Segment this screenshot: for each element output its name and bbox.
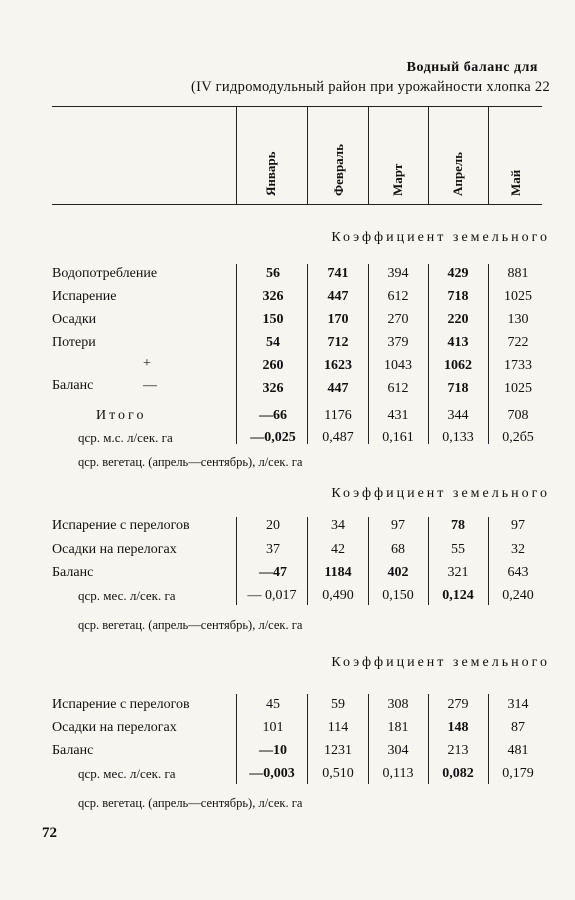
table-cell: 431 xyxy=(387,408,409,423)
table-cell: 712 xyxy=(327,335,349,350)
table-cell: 1623 xyxy=(324,358,352,373)
table-cell: 326 xyxy=(262,289,284,304)
section-note: qср. вегетац. (апрель—сентябрь), л/сек. га xyxy=(78,796,303,810)
table-cell: 481 xyxy=(507,743,529,758)
header-col-sep-1 xyxy=(236,106,237,204)
table-cell: 1043 xyxy=(384,358,412,373)
row-label: Испарение с перелогов xyxy=(52,697,190,712)
table-cell: 97 xyxy=(391,518,405,533)
s3-col-sep-3 xyxy=(368,694,369,784)
section-1-heading: Коэффициент земельного xyxy=(331,230,550,245)
table-cell: 612 xyxy=(387,381,409,396)
table-cell: 170 xyxy=(327,312,349,327)
table-cell: 741 xyxy=(327,266,349,281)
table-cell: 260 xyxy=(262,358,284,373)
table-cell: —0,003 xyxy=(249,766,295,781)
minus-sign: — xyxy=(143,378,157,393)
table-cell: 1231 xyxy=(324,743,352,758)
header-col-sep-4 xyxy=(428,106,429,204)
table-cell: 1025 xyxy=(504,381,532,396)
table-cell: 612 xyxy=(387,289,409,304)
table-cell: 1176 xyxy=(324,408,352,423)
row-label: Испарение xyxy=(52,289,117,304)
table-cell: 0,133 xyxy=(442,430,474,445)
page-number: 72 xyxy=(42,825,57,841)
table-cell: 447 xyxy=(327,289,349,304)
month-header-jan: Январь xyxy=(263,151,278,196)
row-label: Итого xyxy=(96,408,147,423)
table-cell: 270 xyxy=(387,312,409,327)
section-2-heading: Коэффициент земельного xyxy=(331,486,550,501)
table-cell: 97 xyxy=(511,518,525,533)
table-cell: —10 xyxy=(259,743,287,758)
header-bottom-rule xyxy=(52,204,542,205)
table-cell: 326 xyxy=(262,381,284,396)
table-cell: 37 xyxy=(266,542,280,557)
table-cell: 0,490 xyxy=(322,588,354,603)
table-cell: 0,240 xyxy=(502,588,534,603)
table-cell: 1062 xyxy=(444,358,472,373)
table-cell: —0,025 xyxy=(250,430,296,445)
s2-col-sep-1 xyxy=(236,517,237,605)
row-label: Баланс xyxy=(52,743,94,758)
table-cell: 643 xyxy=(507,565,529,580)
table-cell: 114 xyxy=(327,720,349,735)
table-cell: 718 xyxy=(447,381,469,396)
month-header-feb: Февраль xyxy=(331,144,346,196)
table-cell: 0,161 xyxy=(382,430,414,445)
table-cell: 59 xyxy=(331,697,345,712)
table-cell: 394 xyxy=(387,266,409,281)
s3-col-sep-4 xyxy=(428,694,429,784)
table-cell: 101 xyxy=(262,720,284,735)
row-label: qср. м.с. л/сек. га xyxy=(78,430,173,445)
table-cell: 54 xyxy=(266,335,280,350)
s3-col-sep-5 xyxy=(488,694,489,784)
table-cell: 279 xyxy=(447,697,469,712)
table-cell: 68 xyxy=(391,542,405,557)
table-cell: 0,487 xyxy=(322,430,354,445)
table-cell: 881 xyxy=(507,266,529,281)
table-cell: 718 xyxy=(447,289,469,304)
table-cell: 0,082 xyxy=(442,766,474,781)
s3-col-sep-2 xyxy=(307,694,308,784)
row-label: Водопотребление xyxy=(52,266,158,281)
table-cell: 34 xyxy=(331,518,345,533)
s3-col-sep-1 xyxy=(236,694,237,784)
s2-col-sep-5 xyxy=(488,517,489,605)
table-cell: 321 xyxy=(447,565,469,580)
table-cell: 402 xyxy=(387,565,409,580)
section-note: qср. вегетац. (апрель—сентябрь), л/сек. га xyxy=(78,618,303,632)
row-label: Осадки на перелогах xyxy=(52,720,177,735)
table-cell: 708 xyxy=(507,408,529,423)
table-cell: — 0,017 xyxy=(247,588,297,603)
header-col-sep-2 xyxy=(307,106,308,204)
table-cell: 32 xyxy=(511,542,525,557)
table-cell: 413 xyxy=(447,335,469,350)
s1-col-sep-3 xyxy=(368,264,369,444)
plus-sign: + xyxy=(143,356,151,371)
table-cell: 150 xyxy=(262,312,284,327)
s2-col-sep-2 xyxy=(307,517,308,605)
table-cell: 45 xyxy=(266,697,280,712)
s1-col-sep-2 xyxy=(307,264,308,444)
table-cell: 20 xyxy=(266,518,280,533)
header-top-rule xyxy=(52,106,542,107)
row-label: Баланс xyxy=(52,565,94,580)
row-label: Потери xyxy=(52,335,96,350)
table-cell: —47 xyxy=(259,565,287,580)
table-cell: 429 xyxy=(447,266,469,281)
table-cell: 56 xyxy=(266,266,280,281)
table-cell: 220 xyxy=(447,312,469,327)
s1-col-sep-1 xyxy=(236,264,237,444)
table-cell: 0,2б5 xyxy=(502,430,534,445)
row-label: Баланс xyxy=(52,378,94,393)
table-cell: 304 xyxy=(387,743,409,758)
row-label: qср. мес. л/сек. га xyxy=(78,766,176,781)
table-cell: 1733 xyxy=(504,358,532,373)
table-cell: 1184 xyxy=(324,565,352,580)
table-cell: 344 xyxy=(447,408,469,423)
table-subtitle: (IV гидромодульный район при урожайности хлопка 22 xyxy=(190,79,550,95)
table-cell: 87 xyxy=(511,720,525,735)
month-header-may: Май xyxy=(508,169,523,196)
table-cell: 0,113 xyxy=(382,766,414,781)
header-col-sep-3 xyxy=(368,106,369,204)
table-cell: 130 xyxy=(507,312,529,327)
table-cell: 181 xyxy=(387,720,409,735)
table-cell: 0,179 xyxy=(502,766,534,781)
table-cell: 213 xyxy=(447,743,469,758)
table-cell: 42 xyxy=(331,542,345,557)
table-cell: 78 xyxy=(451,518,465,533)
row-label: Осадки xyxy=(52,312,97,327)
table-cell: —66 xyxy=(259,408,287,423)
s2-col-sep-3 xyxy=(368,517,369,605)
section-3-heading: Коэффициент земельного xyxy=(331,655,550,670)
table-cell: 1025 xyxy=(504,289,532,304)
table-cell: 447 xyxy=(327,381,349,396)
section-note: qср. вегетац. (апрель—сентябрь), л/сек. га xyxy=(78,455,303,469)
row-label: Осадки на перелогах xyxy=(52,542,177,557)
table-title: Водный баланс для xyxy=(406,60,538,75)
table-cell: 55 xyxy=(451,542,465,557)
month-header-mar: Март xyxy=(390,163,405,196)
month-header-apr: Апрель xyxy=(450,151,465,196)
row-label: Испарение с перелогов xyxy=(52,518,190,533)
table-cell: 314 xyxy=(507,697,529,712)
table-cell: 722 xyxy=(507,335,529,350)
row-label: qср. мес. л/сек. га xyxy=(78,588,176,603)
table-cell: 0,150 xyxy=(382,588,414,603)
table-cell: 0,124 xyxy=(442,588,474,603)
table-cell: 308 xyxy=(387,697,409,712)
table-cell: 148 xyxy=(447,720,469,735)
table-cell: 379 xyxy=(387,335,409,350)
s2-col-sep-4 xyxy=(428,517,429,605)
header-col-sep-5 xyxy=(488,106,489,204)
s1-col-sep-4 xyxy=(428,264,429,444)
table-cell: 0,510 xyxy=(322,766,354,781)
s1-col-sep-5 xyxy=(488,264,489,444)
